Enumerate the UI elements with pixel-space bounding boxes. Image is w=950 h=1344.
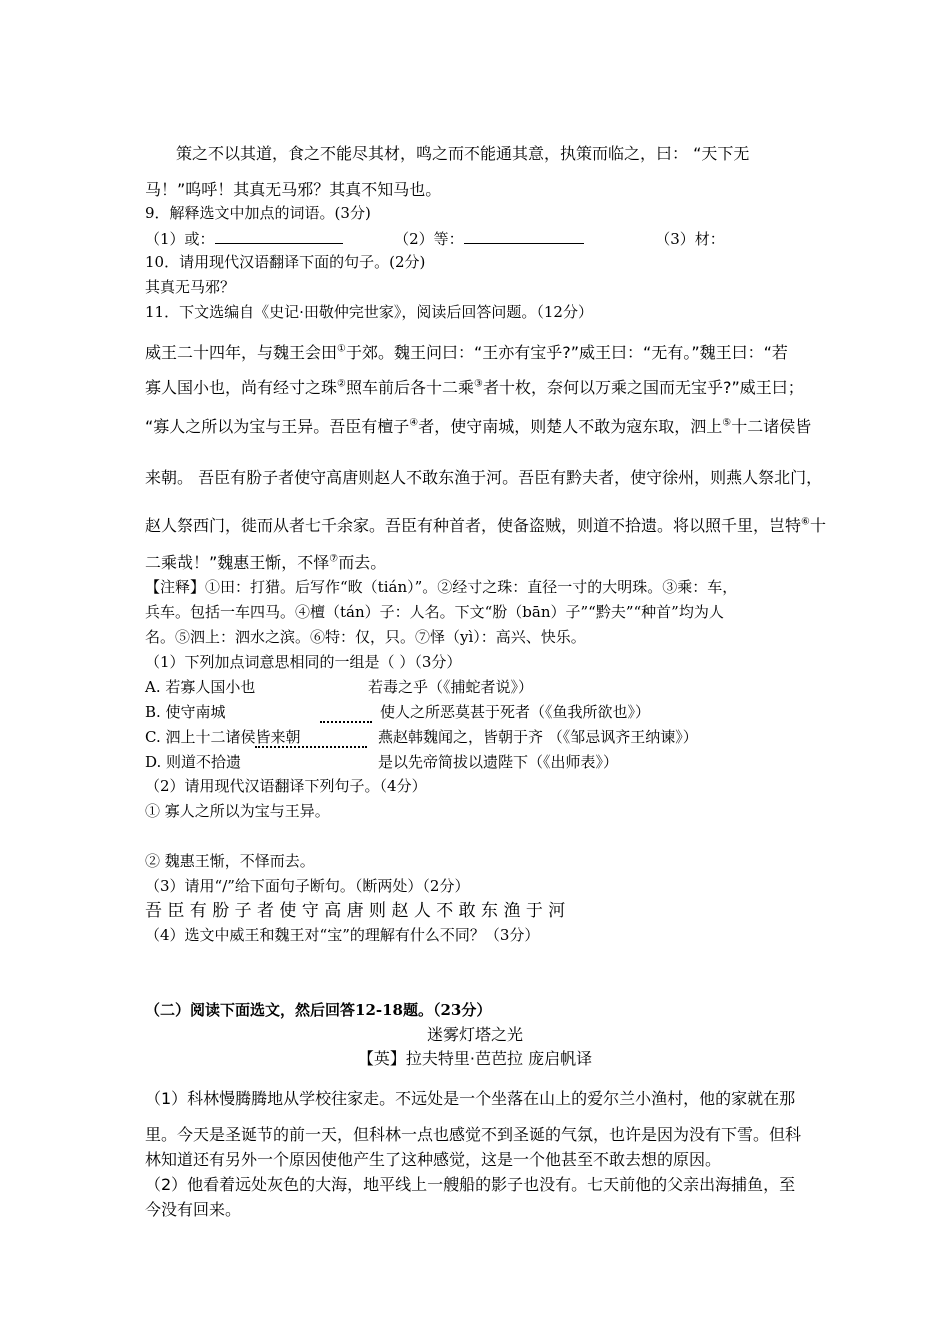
punctuation-sentence: 吾 臣 有 肦 子 者 使 守 高 唐 则 赵 人 不 敢 东 渔 于 河	[145, 901, 566, 921]
article-paragraph-line: 今没有回来。	[145, 1200, 242, 1219]
article-paragraph-line: （1）科林慢腾腾地从学校往家走。不远处是一个坐落在山上的爱尔兰小渔村，他的家就在那	[145, 1089, 796, 1108]
passage-line: 赵人祭西门，徙而从者七千余家。吾臣有种首者，使备盗贼，则道不拾遗。将以照千里，岂特⑥十	[145, 516, 826, 535]
sub-question-3: （3）请用“/”给下面句子断句。（断两处）（2分）	[145, 877, 470, 895]
question-11: 11．下文选编自《史记·田敬仲完世家》，阅读后回答问题。（12分）	[145, 303, 593, 321]
blank-label: （3）材：	[655, 230, 725, 248]
passage-line: 来朝。 吾臣有肦子者使守高唐则赵人不敢东渔于河。吾臣有黔夫者，使守徐州，则燕人祭北门，	[145, 468, 823, 487]
annotation-line: 名。⑤泗上：泗水之滨。⑥特：仅，只。⑦怿（yì）：高兴、快乐。	[145, 628, 586, 646]
blank-label: （1）或：	[145, 230, 215, 248]
article-title: 迷雾灯塔之光	[426, 1025, 523, 1044]
option-c-right: 燕赵韩魏闻之，皆朝于齐 （《邹忌讽齐王纳谏》）	[378, 728, 698, 746]
question-9-blanks	[145, 229, 725, 248]
annotation-line: 【注释】①田：打猎。后写作“畋（tián）”。②经寸之珠：直径一寸的大明珠。③乘：车，	[145, 578, 738, 596]
article-paragraph-line: 里。今天是圣诞节的前一天，但科林一点也感觉不到圣诞的气氛，也许是因为没有下雪。但科	[145, 1125, 802, 1144]
blank-label: （2）等：	[394, 230, 464, 248]
option-a-left: A. 若寡人国小也	[145, 678, 256, 696]
passage-line: 策之不以其道，食之不能尽其材，鸣之而不能通其意，执策而临之，曰： “天下无	[176, 144, 750, 163]
option-d-left: D. 则道不拾遗	[145, 753, 242, 771]
section-heading: （二）阅读下面选文，然后回答12-18题。（23分）	[145, 1001, 492, 1019]
option-c-left: C. 泗上十二诸侯皆来朝	[145, 728, 301, 746]
translate-sentence-2: ② 魏惠王惭，不怿而去。	[145, 852, 315, 870]
article-paragraph-line: （2）他看着远处灰色的大海，地平线上一艘船的影子也没有。七天前他的父亲出海捕鱼，至	[145, 1175, 796, 1194]
option-a-right: 若毒之乎（《捕蛇者说》）	[368, 678, 534, 696]
answer-blank[interactable]	[464, 229, 584, 244]
sub-question-1: （1）下列加点词意思相同的一组是（ ）（3分）	[145, 653, 462, 671]
sub-question-4: （4）选文中威王和魏王对“宝”的理解有什么不同？（3分）	[145, 926, 540, 944]
passage-line: “寡人之所以为宝与王异。吾臣有檀子④者，使守南城，则楚人不敢为寇东取，泗上⑤十二诸侯皆	[145, 417, 812, 436]
emphasis-dots	[255, 746, 367, 748]
translate-sentence-1: ① 寡人之所以为宝与王异。	[145, 802, 330, 820]
option-b-left: B. 使守南城	[145, 703, 226, 721]
answer-blank[interactable]	[215, 229, 343, 244]
question-10-sentence: 其真无马邪？	[145, 278, 236, 296]
option-d-right: 是以先帝简拔以遗陛下（《出师表》）	[378, 753, 619, 771]
question-9: 9．解释选文中加点的词语。(3分)	[145, 204, 371, 222]
question-10: 10．请用现代汉语翻译下面的句子。(2分)	[145, 253, 426, 271]
option-b-right: 使人之所恶莫甚于死者（《鱼我所欲也》）	[380, 703, 651, 721]
passage-line: 马！”呜呼！其真无马邪？其真不知马也。	[145, 180, 442, 199]
annotation-line: 兵车。包括一车四马。④檀（tán）子：人名。下文“肦（bān）子”“黔夫”“种首”均为人	[145, 603, 724, 621]
emphasis-dots	[320, 721, 372, 723]
passage-line: 寡人国小也，尚有经寸之珠②照车前后各十二乘③者十枚，奈何以万乘之国而无宝乎?”威王曰；	[145, 378, 804, 397]
passage-line: 二乘哉！”魏惠王惭，不怿⑦而去。	[145, 553, 387, 572]
article-paragraph-line: 林知道还有另外一个原因使他产生了这种感觉，这是一个他甚至不敢去想的原因。	[145, 1150, 722, 1169]
article-author: 【英】拉夫特里·芭芭拉 庞启帆译	[357, 1049, 593, 1068]
sub-question-2: （2）请用现代汉语翻译下列句子。（4分）	[145, 777, 427, 795]
passage-line: 威王二十四年，与魏王会田①于郊。魏王问曰：“王亦有宝乎?”威王曰：“无有。”魏王曰：“若	[145, 343, 788, 362]
